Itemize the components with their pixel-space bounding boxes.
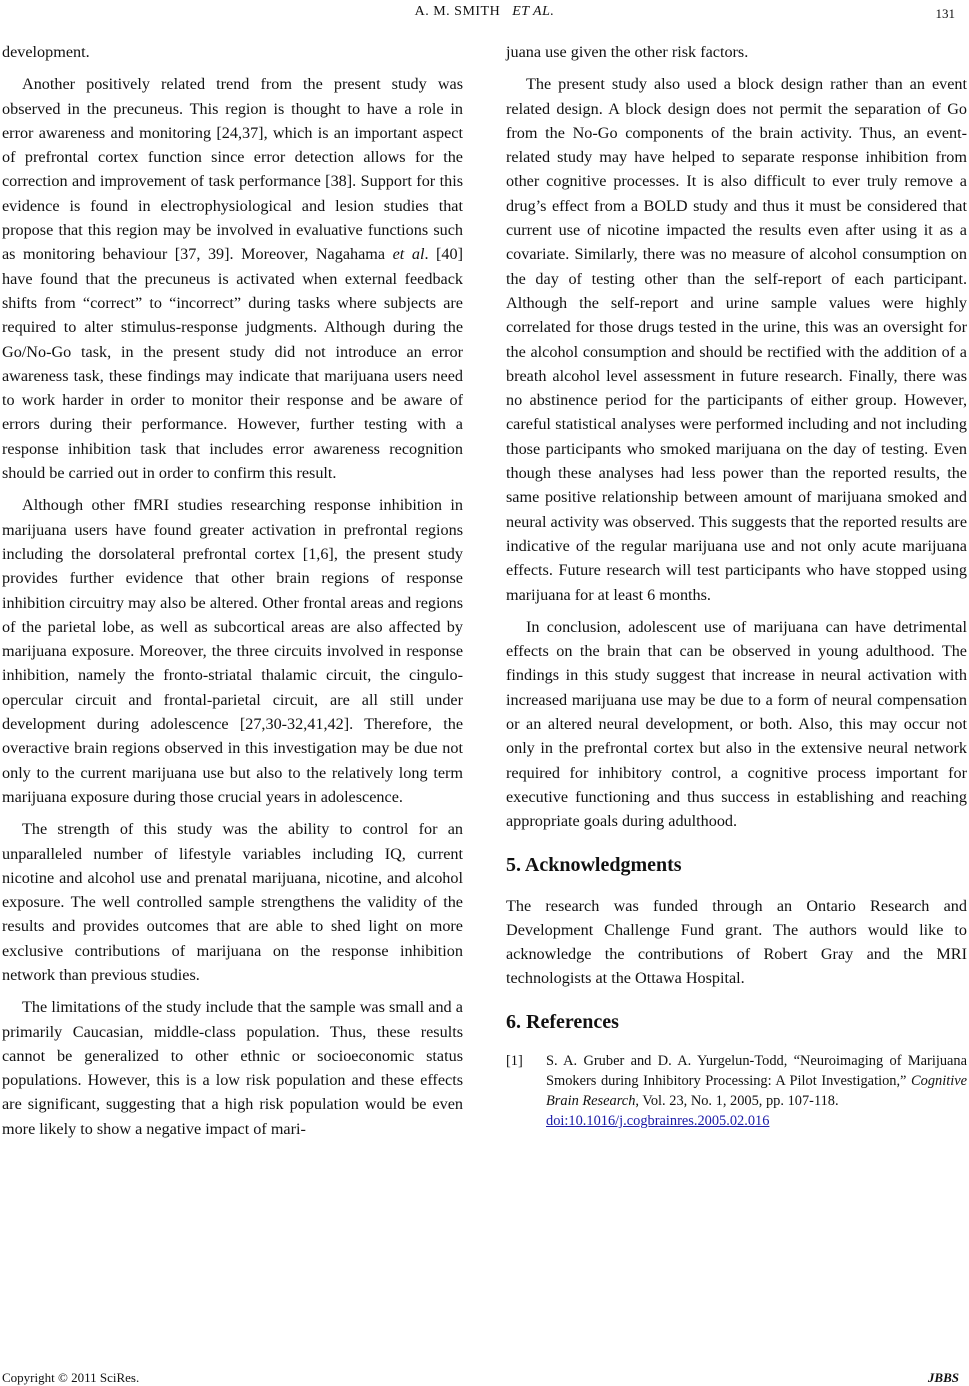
section-heading-references: 6. References [506,1010,619,1033]
reference-journal: Cognitive Brain Research [546,1072,967,1109]
paragraph-precuneus [2,72,463,485]
running-head-authors: A. M. SMITH [414,4,501,19]
section-heading-acknowledgments: 5. Acknowledgments [506,853,682,876]
running-head [0,4,969,20]
etal-italic: et al [392,245,425,264]
running-head-etal: ET AL. [512,4,555,19]
reference-number: [1] [506,1052,523,1069]
paragraph-acknowledgments: The research was funded through an Ontario Research and Development Challenge Fund grant. The authors would like to acknowledge the contributions of Robert Gray and the MRI technologists at the Ottawa Hospital. [506,896,967,988]
paragraph-strength: The strength of this study was the ability to control for an unparalleled number of lifestyle variables including IQ, current nicotine and alcohol use and prenatal marijuana, nicotine, and alcohol exposure. The well controlled sample strengthens the validity of the results and provides outcomes that are able to shed light on more exclusive contributions of marijuana on the response inhibition network than previous studies. [2,820,463,984]
footer-journal: JBBS [927,1370,959,1385]
reference-text: , Vol. 23, No. 1, 2005, pp. 107-118. [635,1092,839,1109]
reference-item [506,1051,967,1131]
right-column [506,40,967,1131]
reference-doi-link[interactable]: doi:10.1016/j.cogbrainres.2005.02.016 [546,1112,770,1129]
text-span: . [40] have found that the precuneus is activated when external feedback shifts from “correct” to “incorrect” during tasks where subjects are required to alter stimulus-response judgments. Although during the Go/No-Go task, in the present study did not introduce an error awareness task, these findings may indicate that marijuana users need to work harder in order to monitor their response and be aware of errors during their performance. However, further testing with a response inhibition task that includes error awareness recognition should be carried out in order to confirm this result. [2,245,464,483]
paragraph-conclusion: In conclusion, adolescent use of marijuana can have detrimental effects on the brain that can be observed in young adulthood. The findings in this study suggest that increase in neural activation with increased marijuana use may be due to a form of neural compensation or an altered neural development, or both. Also, this may occur not only in the prefrontal cortex but also in the extensive neural network required for inhibitory control, a cognitive process important for executive functioning and thus success in establishing and reaching appropriate goals during adulthood. [506,617,967,831]
reference-body [546,1051,967,1131]
page-number: 131 [935,6,955,21]
paragraph-fmri: Although other fMRI studies researching response inhibition in marijuana users have found greater activation in prefrontal regions including the dorsolateral prefrontal cortex [1,6], the present study provides further evidence that other brain regions of response inhibition circuitry may also be altered. Other frontal areas and regions of the parietal lobe, as well as subcortical areas are also affected by marijuana exposure. Moreover, the three circuits involved in response inhibition, namely the fronto-striatal thalamic circuit, the cingulo-opercular circuit and frontal-parietal circuit, are all still under development during adolescence [27,30-32,41,42]. Therefore, the overactive brain regions observed in this investigation may be due not only to the current marijuana use but also to the relatively long term marijuana exposure during those crucial years in adolescence. [2,496,463,806]
reference-text: S. A. Gruber and D. A. Yurgelun-Todd, “Neuroimaging of Marijuana Smokers during Inhibitory Processing: A Pilot Investigation,” [546,1052,967,1089]
paragraph-block-design: The present study also used a block design rather than an event related design. A block design does not permit the separation of Go from the No-Go components of the brain activity. Thus, an event-related study may have helped to separate response inhibition from other cognitive processes. It is also difficult to ever truly remove a drug’s effect from a BOLD study and thus it must be considered that current use of nicotine impacted the results even after using it as a covariate. Similarly, there was no measure of alcohol consumption on the day of testing other than the self-report of each participant. Although the self-report and urine sample values were highly correlated for those drugs tested in the urine, this was an oversight for the alcohol consumption and should be rectified with the addition of a breath alcohol level assessment in future research. Finally, there was no abstinence period for the participants of either group. However, careful statistical analyses were performed including and not including those participants who smoked marijuana on the day of testing. Even though these analyses had less power than the reported results, the same positive relationship between amount of marijuana smoked and neural activity was observed. This suggests that the reported results are indicative of the regular marijuana use and not only acute marijuana effects. Future research will test participants who have stopped using marijuana for at least 6 months. [506,75,967,604]
page-footer [0,1370,969,1386]
footer-copyright: Copyright © 2011 SciRes. [2,1370,140,1385]
paragraph-limitations: The limitations of the study include that the sample was small and a primarily Caucasian, middle-class population. Thus, these results cannot be generalized to other ethnic or socioeconomic status populations. However, this is a low risk population and these effects are significant, suggesting that a high risk population would be even more likely to show a negative impact of mari- [2,998,463,1138]
paragraph: juana use given the other risk factors. [506,43,749,61]
left-column [2,40,463,1149]
paragraph: development. [2,43,90,61]
text-span: Another positively related trend from the present study was observed in the precuneus. This region is thought to have a role in error awareness and monitoring [24,37], which is an important aspect of prefrontal cortex function since error detection allows for the correction and improvement of task performance [38]. Support for this evidence is found in electrophysiological and lesion studies that propose that this region may be involved in evaluative functions such as monitoring behaviour [37, 39]. Moreover, Nagahama [2,75,463,264]
